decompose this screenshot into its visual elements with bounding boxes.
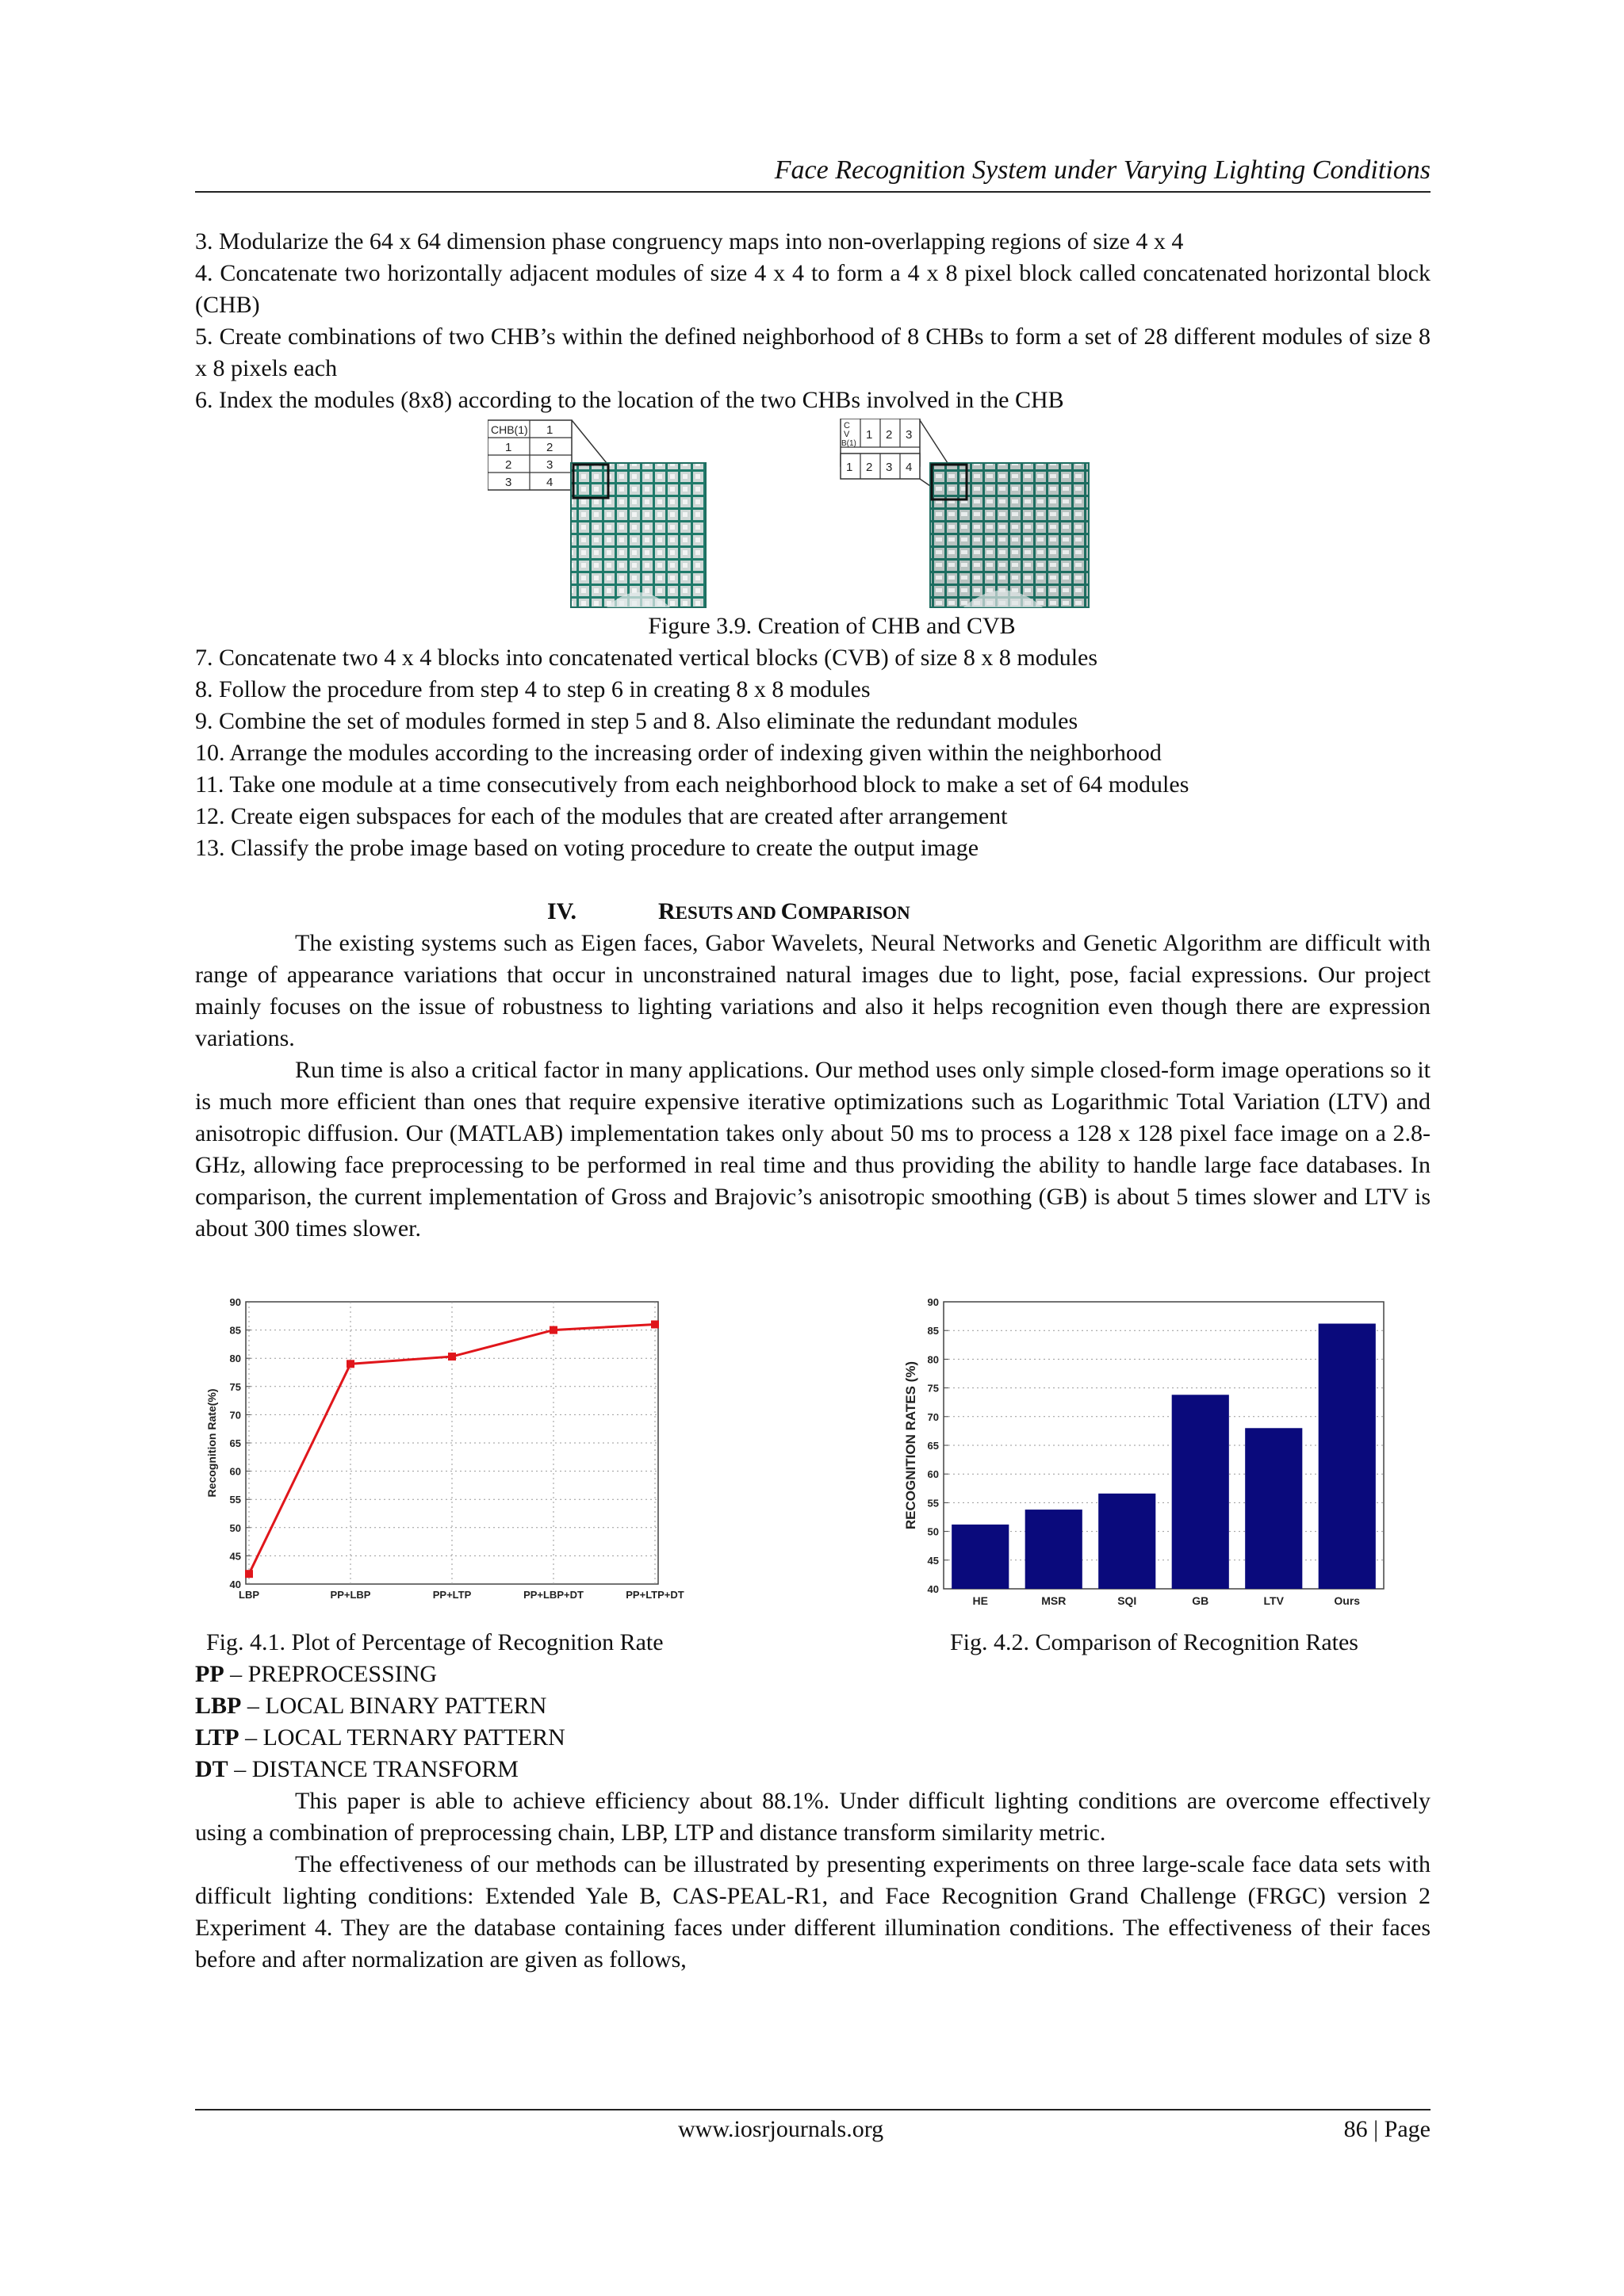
y-tick-label: 70: [927, 1410, 939, 1423]
abbreviation-term: DT: [195, 1756, 228, 1782]
x-tick-label: LTV: [1263, 1594, 1284, 1607]
x-tick-label: Ours: [1334, 1594, 1361, 1607]
footer-url[interactable]: www.iosrjournals.org: [678, 2116, 884, 2142]
cvb-cell: 1: [846, 461, 853, 474]
chb-cell: 2: [546, 441, 553, 454]
section-title: [658, 896, 910, 929]
cvb-table: [841, 419, 920, 479]
cvb-cell: 1: [866, 428, 873, 442]
chb-label: CHB(1): [491, 423, 528, 436]
running-header: Face Recognition System under Varying Lighting Conditions: [774, 155, 1431, 185]
figure-4-2: [896, 1292, 1404, 1609]
zoom-line: [572, 420, 607, 463]
y-tick-label: 55: [927, 1497, 939, 1510]
step-3: 3. Modularize the 64 x 64 dimension phase congruency maps into non-overlapping regions of size 4 x 4: [195, 228, 1184, 254]
face-grid-image: [930, 463, 1089, 607]
x-tick-label: PP+LBP: [330, 1589, 371, 1601]
chb-cell: 2: [505, 458, 512, 472]
step-12: 12. Create eigen subspaces for each of the modules that are created after arrangement: [195, 803, 1008, 829]
x-tick-label: GB: [1192, 1594, 1209, 1607]
data-point: [347, 1360, 354, 1368]
step-8: 8. Follow the procedure from step 4 to step 6 in creating 8 x 8 modules: [195, 676, 871, 702]
chb-cvb-illustration: [488, 419, 1098, 609]
section-title-initial: R: [658, 898, 676, 924]
section-title-part: OMPARISON: [798, 903, 910, 923]
y-tick-label: 75: [927, 1382, 939, 1395]
abbreviation-term: LBP: [195, 1693, 242, 1719]
chb-cell: 1: [505, 441, 512, 454]
cvb-label-v: V: [844, 430, 850, 439]
x-tick-label: SQI: [1117, 1594, 1137, 1607]
abbreviation: [195, 1722, 988, 1754]
body-paragraphs-b: [195, 1785, 1431, 1976]
section-number: IV.: [547, 898, 576, 924]
y-tick-label: 85: [927, 1325, 939, 1337]
comparison-bar-chart: [896, 1292, 1404, 1609]
step-5: 5. Create combinations of two CHB’s within the defined neighborhood of 8 CHBs to form a set of 28 different modules of size 8 x 8 pixels each: [195, 323, 1431, 381]
y-tick-label: 45: [927, 1554, 939, 1567]
page-number: 86 | Page: [1343, 2116, 1431, 2142]
abbreviation: [195, 1754, 988, 1785]
y-tick-label: 70: [229, 1409, 241, 1422]
y-tick-label: 55: [229, 1494, 241, 1506]
body-paragraphs-a: [195, 928, 1431, 1245]
abbreviation: [195, 1659, 988, 1690]
bar: [952, 1525, 1009, 1589]
x-tick-label: HE: [972, 1594, 988, 1607]
y-tick-label: 90: [927, 1296, 939, 1308]
y-tick-label: 40: [229, 1578, 241, 1590]
data-point: [651, 1320, 659, 1328]
zoom-line: [920, 420, 948, 463]
cvb-cell: 2: [886, 428, 893, 442]
y-tick-label: 45: [229, 1550, 241, 1563]
figure-4-2-caption: Fig. 4.2. Comparison of Recognition Rates: [950, 1629, 1358, 1655]
y-tick-label: 85: [229, 1324, 241, 1337]
steps-list-a: [195, 226, 1431, 416]
paragraph: The existing systems such as Eigen faces, Gabor Wavelets, Neural Networks and Genetic Algorithm are difficult with range of appearance variations that occur in unconstrained natural images due to light, pose, facial expressions. Our project mainly focuses on the issue of robustness to lighting variations and also it helps recognition even though there are expression variations.: [195, 930, 1431, 1051]
cvb-cell: 2: [866, 461, 873, 474]
bar: [1245, 1428, 1302, 1589]
bar: [1025, 1510, 1082, 1589]
paragraph: The effectiveness of our methods can be illustrated by presenting experiments on three large-scale face data sets with difficult lighting conditions: Extended Yale B, CAS-PEAL-R1, and Face Recognition Grand Challenge (FRGC) version 2 Experiment 4. They are the database containing faces under different illumination conditions. The effectiveness of their faces before and after normalization are given as follows,: [195, 1851, 1431, 1973]
chb-cell: 3: [505, 476, 512, 489]
y-tick-label: 50: [229, 1521, 241, 1534]
abbreviation-definition: – LOCAL TERNARY PATTERN: [239, 1724, 565, 1751]
y-tick-label: 75: [229, 1380, 241, 1393]
y-tick-label: 80: [229, 1353, 241, 1365]
step-7: 7. Concatenate two 4 x 4 blocks into concatenated vertical blocks (CVB) of size 8 x 8 modules: [195, 645, 1098, 671]
y-tick-label: 80: [927, 1353, 939, 1366]
abbreviation-definition: – LOCAL BINARY PATTERN: [241, 1693, 547, 1719]
y-axis-label: Recognition Rate(%): [205, 1388, 218, 1498]
figure-4-1: [198, 1292, 714, 1609]
face-grid-image: [571, 463, 706, 607]
abbreviation-term: PP: [195, 1661, 224, 1687]
section-heading: [547, 896, 1102, 928]
cvb-cell: 3: [886, 461, 893, 474]
data-point: [550, 1326, 557, 1334]
x-tick-label: PP+LTP+DT: [626, 1589, 684, 1601]
x-tick-label: PP+LBP+DT: [523, 1589, 584, 1601]
y-tick-label: 65: [229, 1437, 241, 1449]
bar: [1319, 1324, 1376, 1589]
x-tick-label: LBP: [239, 1589, 259, 1601]
step-9: 9. Combine the set of modules formed in step 5 and 8. Also eliminate the redundant modules: [195, 708, 1078, 734]
abbreviation-term: LTP: [195, 1724, 239, 1751]
chb-table: [488, 420, 572, 490]
y-tick-label: 40: [927, 1583, 939, 1595]
step-13: 13. Classify the probe image based on voting procedure to create the output image: [195, 835, 979, 861]
abbreviation: [195, 1690, 988, 1722]
step-4: 4. Concatenate two horizontally adjacent modules of size 4 x 4 to form a 4 x 8 pixel block called concatenated horizontal block (CHB): [195, 260, 1431, 318]
data-point: [245, 1570, 253, 1578]
abbreviation-definition: – DISTANCE TRANSFORM: [228, 1756, 519, 1782]
steps-list-b: [195, 642, 1431, 864]
footer-rule: [195, 2109, 1431, 2110]
paragraph: This paper is able to achieve efficiency about 88.1%. Under difficult lighting conditions are overcome effectively using a combination of preprocessing chain, LBP, LTP and distance transform similarity metric.: [195, 1788, 1431, 1846]
figure-4-1-caption: Fig. 4.1. Plot of Percentage of Recognition Rate: [206, 1629, 664, 1655]
x-tick-label: MSR: [1041, 1594, 1067, 1607]
section-title-part: ESUTS AND: [675, 903, 781, 923]
cvb-cell: 3: [906, 428, 913, 442]
cvb-label-b: B(1): [841, 439, 856, 448]
step-11: 11. Take one module at a time consecutively from each neighborhood block to make a set of 64 modules: [195, 771, 1189, 798]
step-10: 10. Arrange the modules according to the increasing order of indexing given within the neighborhood: [195, 740, 1162, 766]
data-point: [448, 1353, 456, 1360]
chb-cell: 4: [546, 476, 553, 489]
x-tick-label: PP+LTP: [432, 1589, 472, 1601]
cvb-cell: 4: [906, 461, 913, 474]
abbreviation-list: [195, 1659, 988, 1785]
y-tick-label: 50: [927, 1525, 939, 1538]
figure-3-9-caption: Figure 3.9. Creation of CHB and CVB: [648, 613, 1016, 639]
bar: [1172, 1395, 1229, 1589]
recognition-rate-line-chart: [198, 1292, 714, 1609]
y-tick-label: 60: [229, 1465, 241, 1478]
section-title-initial: C: [780, 898, 799, 924]
y-tick-label: 90: [229, 1296, 241, 1308]
chb-cell: 3: [546, 458, 553, 472]
y-tick-label: 60: [927, 1468, 939, 1481]
figure-3-9: [488, 419, 1098, 609]
cvb-label-c: C: [844, 421, 850, 430]
paragraph: Run time is also a critical factor in many applications. Our method uses only simple closed-form image operations so it is much more efficient than ones that require expensive iterative optimizations such as Logarithmic Total Variation (LTV) and anisotropic diffusion. Our (MATLAB) implementation takes only about 50 ms to process a 128 x 128 pixel face image on a 2.8-GHz, allowing face preprocessing to be performed in real time and thus providing the ability to handle large face databases. In comparison, the current implementation of Gross and Brajovic’s anisotropic smoothing (GB) is about 5 times slower and LTV is about 300 times slower.: [195, 1057, 1431, 1242]
bar: [1098, 1494, 1155, 1589]
step-6: 6. Index the modules (8x8) according to the location of the two CHBs involved in the CHB: [195, 387, 1064, 413]
chb-cell: 1: [546, 423, 553, 437]
y-tick-label: 65: [927, 1440, 939, 1452]
header-rule: [195, 191, 1431, 193]
abbreviation-definition: – PREPROCESSING: [224, 1661, 438, 1687]
y-axis-label: RECOGNITION RATES (%): [903, 1360, 918, 1530]
